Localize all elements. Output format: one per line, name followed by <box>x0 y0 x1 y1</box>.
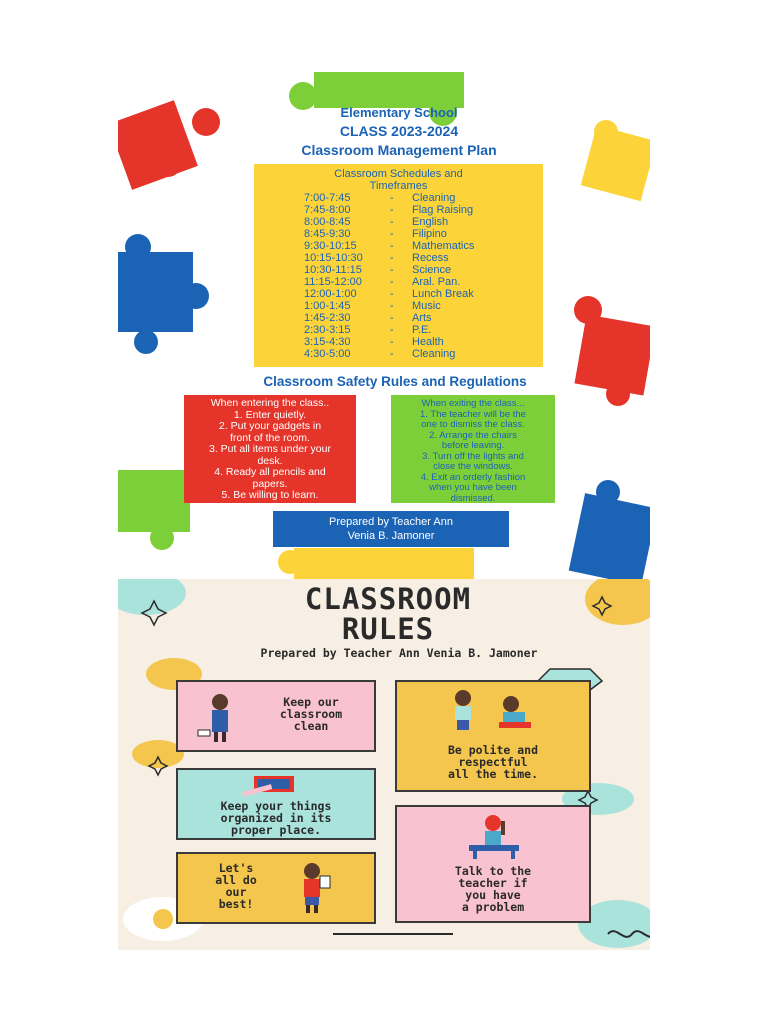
schedule-separator: - <box>390 204 394 216</box>
schedule-time: 3:15-4:30 <box>304 336 351 348</box>
children-playing-icon <box>437 688 557 736</box>
schedule-separator: - <box>390 288 394 300</box>
schedule-separator: - <box>390 276 394 288</box>
schedule-separator: - <box>390 192 394 204</box>
class-year: CLASS 2023-2024 <box>339 123 459 139</box>
schedule-time: 9:30-10:15 <box>304 240 357 252</box>
schedule-subject: P.E. <box>412 324 432 336</box>
blob-shape-icon <box>585 579 650 625</box>
schedule-time: 8:45-9:30 <box>304 228 351 240</box>
green-puzzle-piece-icon <box>118 470 190 550</box>
entering-rule-line: 4. Ready all pencils and <box>214 466 326 478</box>
rule-card-text: Keep our classroom clean <box>279 695 343 733</box>
exiting-rule-line: before leaving. <box>441 440 505 451</box>
schedule-subject: Filipino <box>412 228 447 240</box>
schedule-row <box>254 228 543 240</box>
blue-puzzle-piece-icon <box>118 234 209 354</box>
exiting-rule-line: 2. Arrange the chairs <box>429 429 517 441</box>
schedule-time: 10:30-11:15 <box>304 264 362 276</box>
entering-rule-line: 5. Be willing to learn. <box>221 489 319 501</box>
safety-rules-title: Classroom Safety Rules and Regulations <box>263 374 527 389</box>
schedule-time: 1:45-2:30 <box>304 312 351 324</box>
schedule-subject: English <box>412 216 449 228</box>
school-name: Elementary School <box>340 105 458 120</box>
exiting-rules-box <box>391 395 555 503</box>
exiting-rule-line: close the windows. <box>433 461 513 472</box>
rule-card-polite <box>395 680 591 792</box>
entering-rule-line: 1. Enter quietly. <box>233 408 307 421</box>
rule-card-clean <box>176 680 376 752</box>
child-at-desk-icon <box>459 811 529 861</box>
schedule-subject: Lunch Break <box>412 288 474 300</box>
schedule-time: 7:00-7:45 <box>304 192 351 204</box>
schedule-row <box>254 312 543 324</box>
rule-card-text: Keep your things organized in its proper place. <box>220 799 332 837</box>
schedule-row <box>254 324 543 336</box>
schedule-subject: Science <box>412 264 452 276</box>
schedule-row <box>254 240 543 252</box>
schedule-separator: - <box>390 324 394 336</box>
prepared-by-box: Prepared by Teacher Ann Venia B. Jamoner <box>273 511 509 547</box>
books-icon <box>240 772 322 798</box>
schedule-separator: - <box>390 300 394 312</box>
schedule-separator: - <box>390 252 394 264</box>
rule-card-text: Let's all do our best! <box>215 861 257 911</box>
document-page <box>118 72 650 950</box>
exiting-rule-line: one to dismiss the class. <box>421 419 525 430</box>
rule-card-best <box>176 852 376 924</box>
schedule-separator: - <box>390 264 394 276</box>
schedule-separator: - <box>390 228 394 240</box>
schedule-heading: Classroom Schedules and Timeframes <box>334 168 463 192</box>
entering-rule-line: 3. Put all items under your <box>209 443 331 455</box>
blue-puzzle-piece-icon <box>569 480 650 579</box>
schedule-time: 8:00-8:45 <box>304 216 351 228</box>
classroom-rules-poster <box>118 579 650 950</box>
entering-rules-box <box>184 395 356 503</box>
red-puzzle-piece-icon <box>574 296 650 406</box>
rule-card-organized <box>176 768 376 840</box>
schedule-time: 12:00-1:00 <box>304 288 357 300</box>
schedule-subject: Cleaning <box>412 348 456 360</box>
schedule-row <box>254 336 543 348</box>
schedule-row <box>254 348 543 360</box>
exiting-rule-line: 1. The teacher will be the <box>420 408 526 420</box>
exiting-rule-line: When exiting the class... <box>421 398 525 409</box>
schedule-separator: - <box>390 240 394 252</box>
schedule-row <box>254 276 543 288</box>
schedule-row <box>254 300 543 312</box>
schedule-time: 1:00-1:45 <box>304 300 351 312</box>
entering-rule-line: front of the room. <box>230 431 310 444</box>
schedule-subject: Music <box>412 300 441 312</box>
schedule-row <box>254 192 543 204</box>
exiting-rule-line: 4. Exit an orderly fashion <box>420 471 526 483</box>
plan-title: Classroom Management Plan <box>301 142 497 158</box>
child-with-paper-icon <box>290 860 340 918</box>
schedule-row <box>254 288 543 300</box>
rule-card-talk <box>395 805 591 923</box>
schedule-subject: Cleaning <box>412 192 456 204</box>
exiting-rule-line: when you have been <box>429 482 517 493</box>
child-cleaning-icon <box>192 690 248 746</box>
poster-title: CLASSROOM RULES <box>304 582 472 646</box>
blob-shape-icon <box>118 579 186 615</box>
schedule-row <box>254 264 543 276</box>
entering-rule-line: 2. Put your gadgets in <box>218 420 322 432</box>
schedule-subject: Aral. Pan. <box>412 276 461 288</box>
schedule-time: 7:45-8:00 <box>304 204 351 216</box>
management-plan-flyer <box>118 72 650 579</box>
schedule-box <box>254 164 543 367</box>
exiting-rule-line: 3. Turn off the lights and <box>422 450 524 462</box>
schedule-subject: Mathematics <box>412 240 475 252</box>
schedule-separator: - <box>390 348 394 360</box>
schedule-time: 11:15-12:00 <box>304 276 362 288</box>
schedule-subject: Flag Raising <box>412 204 474 216</box>
schedule-subject: Recess <box>412 252 449 264</box>
schedule-row <box>254 216 543 228</box>
schedule-list <box>254 192 543 360</box>
poster-prepared-by: Prepared by Teacher Ann Venia B. Jamoner <box>260 646 538 660</box>
exiting-rule-line: dismissed. <box>450 492 496 504</box>
rule-card-text: Be polite and respectful all the time. <box>447 743 538 781</box>
rule-card-text: Talk to the teacher if you have a problem <box>454 864 532 914</box>
schedule-separator: - <box>390 216 394 228</box>
entering-rule-line: desk. <box>257 454 283 467</box>
schedule-row <box>254 252 543 264</box>
schedule-time: 4:30-5:00 <box>304 348 351 360</box>
yellow-puzzle-piece-icon <box>278 548 474 579</box>
entering-rule-line: When entering the class.. <box>210 397 330 409</box>
schedule-separator: - <box>390 312 394 324</box>
schedule-time: 2:30-3:15 <box>304 324 351 336</box>
schedule-row <box>254 204 543 216</box>
schedule-time: 10:15-10:30 <box>304 252 363 264</box>
schedule-subject: Health <box>412 336 444 348</box>
entering-rule-line: papers. <box>252 477 288 490</box>
schedule-separator: - <box>390 336 394 348</box>
schedule-subject: Arts <box>412 312 432 324</box>
